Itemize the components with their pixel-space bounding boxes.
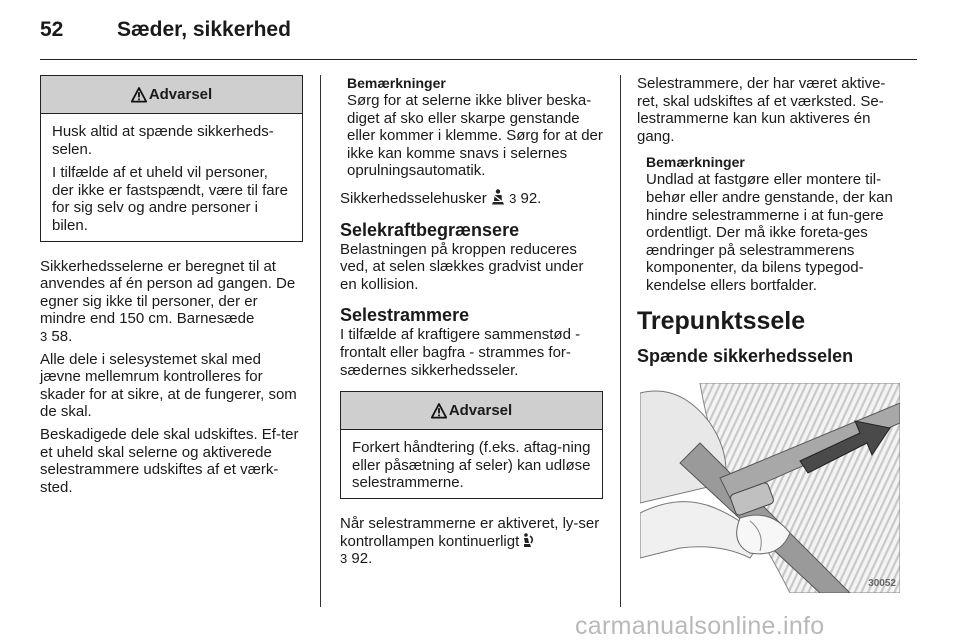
seatbelt-reminder-icon	[491, 189, 505, 205]
warning-header	[41, 76, 302, 114]
column-divider-2	[620, 75, 621, 607]
warning-title: Advarsel	[448, 401, 513, 419]
airbag-warning-lamp-icon	[523, 533, 535, 548]
note-title: Bemærkninger	[646, 154, 745, 171]
page-number: 52	[40, 18, 64, 41]
warning-text: Forkert håndtering (f.eks. aftag-ning eller påsætning af seler) kan udløse selestrammerne.	[352, 439, 591, 492]
warning-box	[40, 75, 303, 242]
column-divider-1	[320, 75, 321, 607]
section-heading-threepoint: Trepunktssele	[637, 306, 806, 335]
activation-paragraph	[340, 515, 603, 568]
page-reference[interactable]: 92.	[520, 189, 542, 207]
paragraph-text: Sikkerhedsselerne er beregnet til at anvendes af én person ad gangen. De egner sig ikke til personer, der er mindre end 150 cm. Barnesæde	[40, 257, 296, 328]
limiter-text: Belastningen på kroppen reduceres ved, at selen slækkes gradvist under en kollision.	[340, 240, 584, 293]
header-rule	[40, 59, 917, 60]
warning-text-2: I tilfælde af et uheld vil personer, der ikke er fastspændt, være til fare for sig selv og andre personer i bilen.	[52, 164, 288, 234]
column-2	[340, 75, 603, 573]
body-paragraph: Beskadigede dele skal udskiftes. Ef-ter et uheld skal selerne og aktiverede selestrammere udskiftes af et værk-sted.	[40, 425, 299, 496]
pretensioner-replace-text: Selestrammere, der har været aktive-ret, skal udskiftes af et værksted. Se-lestrammerne kan kun aktiveres én gang.	[637, 75, 886, 145]
note-title: Bemærkninger	[347, 75, 446, 91]
warning-triangle-icon	[431, 403, 447, 419]
page-title: Sæder, sikkerhed	[117, 18, 291, 41]
reminder-text: Sikkerhedsselehusker	[340, 189, 487, 207]
reference-arrow-icon: 3	[40, 328, 48, 344]
pretensioner-text: I tilfælde af kraftigere sammenstød - frontalt eller bagfra - strammes for-sædernes sikkerhedsseler.	[340, 326, 581, 379]
warning-body	[341, 430, 602, 498]
column-3	[637, 75, 905, 367]
body-paragraph: Alle dele i selesystemet skal med jævne mellemrum kontrolleres for skader for at sikre, at de fungerer, som de skal.	[40, 350, 297, 421]
watermark: carmanualsonline.info	[575, 612, 825, 640]
reference-arrow-icon: 3	[340, 551, 348, 567]
page-reference[interactable]: 92.	[351, 550, 373, 568]
column-1	[40, 75, 303, 501]
warning-box	[340, 391, 603, 499]
note-text: Undlad at fastgøre eller montere til-behør eller andre genstande, der kan hindre selestrammerne i at fun-gere ordentligt. Der må ikke foreta-ges ændringer på selestrammerens komponenter, da bilens typegod-kendelse ellers bortfalder.	[646, 171, 893, 294]
activation-text: Når selestrammerne er aktiveret, ly-ser kontrollampen kontinuerligt	[340, 514, 600, 550]
figure-number: 30052	[868, 578, 896, 589]
section-heading-limiter: Selekraftbegrænsere	[340, 219, 520, 240]
warning-body	[41, 114, 302, 241]
subsection-heading-fasten: Spænde sikkerhedsselen	[637, 345, 854, 366]
page-header	[40, 18, 920, 62]
page-reference[interactable]: 58.	[51, 327, 73, 345]
note-text: Sørg for at selerne ikke bliver beska-diget af sko eller skarpe genstande eller kommer i klemme. Sørg for at der ikke kan komme snavs i selernes oprulningsautomatik.	[347, 92, 603, 180]
warning-title: Advarsel	[148, 85, 213, 103]
reference-arrow-icon: 3	[509, 190, 517, 206]
warning-header	[341, 392, 602, 430]
warning-triangle-icon	[131, 87, 147, 103]
reminder-paragraph	[340, 189, 603, 208]
seatbelt-drawing-icon	[640, 383, 900, 593]
body-paragraph	[40, 258, 303, 346]
seatbelt-illustration	[640, 383, 900, 593]
section-heading-pretensioner: Selestrammere	[340, 305, 470, 326]
warning-text-1: Husk altid at spænde sikkerheds-selen.	[52, 123, 274, 158]
